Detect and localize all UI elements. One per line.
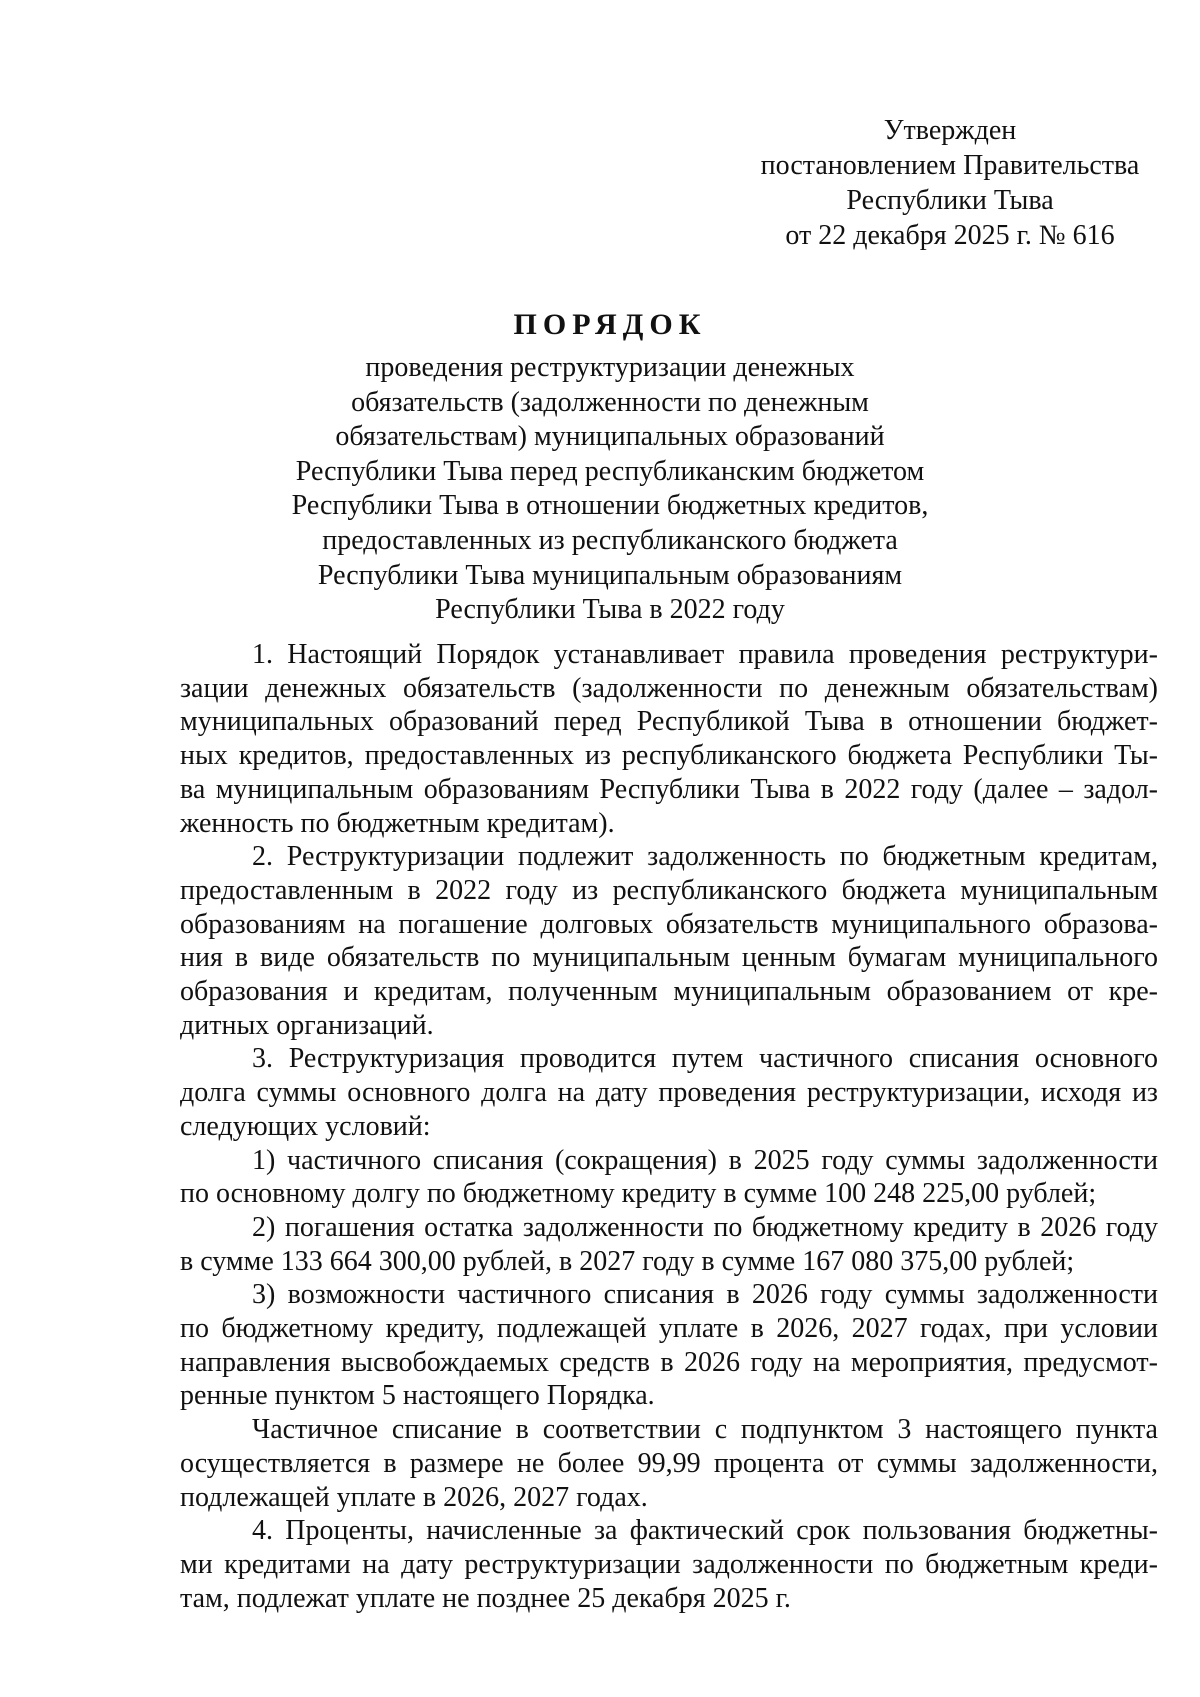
document-subtitle-line: обязательств (задолженности по денежным — [351, 386, 869, 418]
text-line: в сумме 133 664 300,00 рублей, в 2027 году в сумме 167 080 375,00 рублей; — [180, 1245, 1075, 1277]
paragraph-4 — [180, 1514, 1158, 1615]
paragraph-2 — [180, 840, 1158, 1042]
text-line: 2. Реструктуризации подлежит задолженность по бюджетным кредитам, — [252, 841, 1158, 873]
text-line: следующих условий: — [180, 1110, 431, 1142]
document-subtitle-line: Республики Тыва перед республиканским бюджетом — [295, 455, 925, 487]
text-line: ми кредитами на дату реструктуризации задолженности по бюджетным креди- — [180, 1548, 1158, 1580]
approval-line: Утвержден — [883, 115, 1017, 146]
text-line: 2) погашения остатка задолженности по бюджетному кредиту в 2026 году — [252, 1211, 1158, 1243]
subitem-3-2 — [180, 1211, 1158, 1278]
text-line: направления высвобождаемых средств в 2026 году на мероприятия, предусмот- — [180, 1346, 1158, 1378]
approval-line: постановлением Правительства — [760, 150, 1140, 181]
document-subtitle-line: проведения реструктуризации денежных — [365, 352, 855, 383]
text-line: подлежащей уплате в 2026, 2027 годах. — [180, 1481, 648, 1513]
text-line: там, подлежат уплате не позднее 25 декабря 2025 г. — [180, 1582, 791, 1614]
approval-stamp — [730, 113, 1170, 253]
paragraph-1 — [180, 638, 1158, 840]
document-subtitle-line: Республики Тыва муниципальным образованиям — [317, 559, 903, 591]
text-line: предоставленным в 2022 году из республиканского бюджета муниципальным — [180, 874, 1158, 906]
paragraph-3-note — [180, 1413, 1158, 1514]
text-line: по бюджетному кредиту, подлежащей уплате в 2026, 2027 годах, при условии — [180, 1313, 1158, 1345]
approval-line: от 22 декабря 2025 г. № 616 — [785, 220, 1115, 251]
text-line: ва муниципальным образованиям Республики Тыва в 2022 году (далее – задол- — [180, 773, 1158, 805]
text-line: долга суммы основного долга на дату проведения реструктуризации, исходя из — [180, 1077, 1158, 1109]
document-body — [180, 638, 1158, 1615]
text-line: 3) возможности частичного списания в 2026 году суммы задолженности — [252, 1279, 1158, 1311]
document-subtitle-line: Республики Тыва в отношении бюджетных кредитов, — [291, 490, 929, 522]
subitem-3-3 — [180, 1278, 1158, 1413]
document-title: ПОРЯДОК — [513, 308, 707, 341]
text-line: 1. Настоящий Порядок устанавливает правила проведения реструктури- — [252, 639, 1158, 670]
text-line: Частичное списание в соответствии с подпунктом 3 настоящего пункта — [252, 1414, 1158, 1446]
text-line: 3. Реструктуризация проводится путем частичного списания основного — [252, 1043, 1158, 1075]
document-subtitle-line: обязательствам) муниципальных образований — [335, 421, 885, 453]
text-line: зации денежных обязательств (задолженности по денежным обязательствам) — [180, 672, 1158, 704]
subitem-3-1 — [180, 1144, 1158, 1211]
document-subtitle-line: Республики Тыва в 2022 году — [435, 594, 785, 626]
text-line: женность по бюджетным кредитам). — [180, 807, 615, 839]
approval-line: Республики Тыва — [846, 185, 1054, 216]
document-title-block — [230, 307, 990, 628]
document-subtitle-line: предоставленных из республиканского бюджета — [322, 524, 898, 556]
text-line: ных кредитов, предоставленных из республиканского бюджета Республики Ты- — [180, 740, 1158, 772]
text-line: по основному долгу по бюджетному кредиту в сумме 100 248 225,00 рублей; — [180, 1178, 1097, 1210]
text-line: 4. Проценты, начисленные за фактический срок пользования бюджетны- — [252, 1515, 1158, 1547]
text-line: муниципальных образований перед Республикой Тыва в отношении бюджет- — [180, 706, 1158, 738]
text-line: дитных организаций. — [180, 1009, 434, 1041]
text-line: осуществляется в размере не более 99,99 процента от суммы задолженности, — [180, 1447, 1158, 1479]
text-line: образованиям на погашение долговых обязательств муниципального образова- — [180, 908, 1158, 940]
text-line: образования и кредитам, полученным муниципальным образованием от кре- — [180, 976, 1158, 1008]
text-line: ния в виде обязательств по муниципальным ценным бумагам муниципального — [180, 942, 1158, 974]
paragraph-3 — [180, 1042, 1158, 1143]
text-line: 1) частичного списания (сокращения) в 2025 году суммы задолженности — [252, 1144, 1158, 1176]
text-line: ренные пунктом 5 настоящего Порядка. — [180, 1380, 655, 1412]
